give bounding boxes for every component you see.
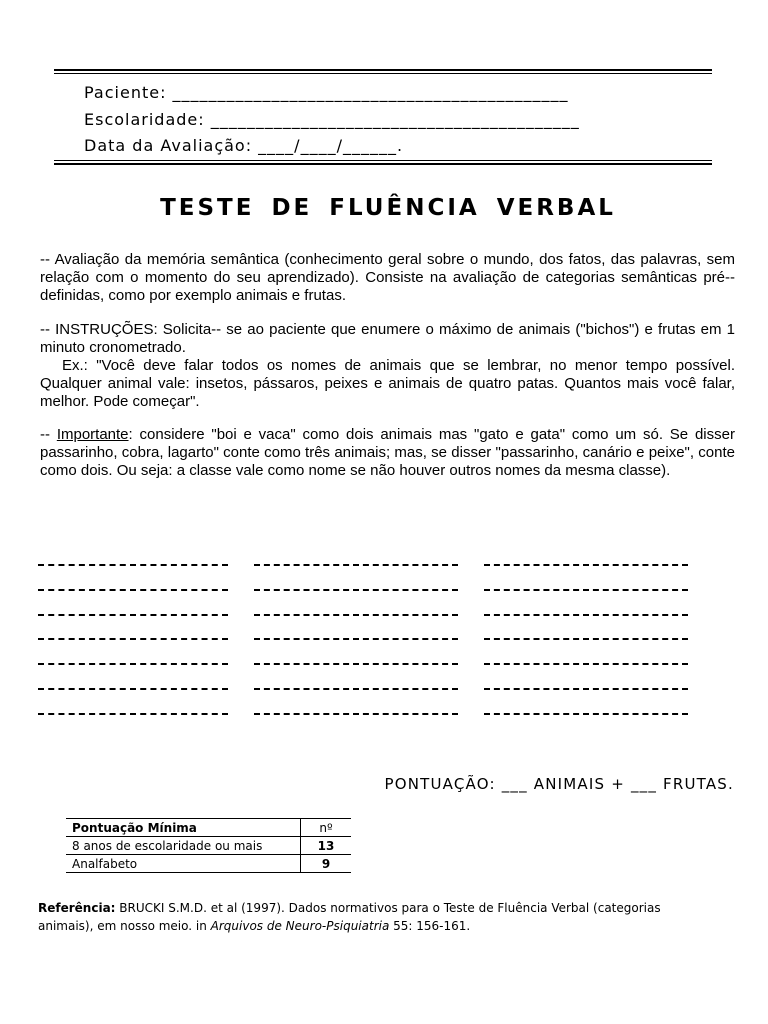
answer-blank[interactable] bbox=[484, 564, 688, 566]
table-row bbox=[66, 837, 351, 855]
answer-blank[interactable] bbox=[254, 688, 458, 690]
instructions-text: -- INSTRUÇÕES: Solicita-- se ao paciente que enumere o máximo de animais ("bichos") e frutas em 1 minuto cronometrado. bbox=[40, 321, 735, 356]
norms-table bbox=[66, 818, 351, 873]
answer-blank[interactable] bbox=[38, 638, 228, 640]
answer-blank[interactable] bbox=[38, 713, 228, 715]
important-body: : considere "boi e vaca" como dois animais mas "gato e gata" como um só. Se disser passarinho, cobra, lagarto" conte como três animais; mas, se disser "passarinho, canário e peixe", conte como dois. Ou seja: a classe vale como nome se não houver outros nomes da mesma classe). bbox=[40, 426, 735, 479]
answer-blank[interactable] bbox=[38, 663, 228, 665]
important-label: Importante bbox=[56, 426, 129, 443]
important-text bbox=[40, 426, 735, 480]
norms-header-label: Pontuação Mínima bbox=[66, 819, 301, 837]
answer-blank[interactable] bbox=[484, 589, 688, 591]
education-field[interactable]: Escolaridade: _________________________________________ bbox=[84, 110, 580, 129]
page-title: TESTE DE FLUÊNCIA VERBAL bbox=[160, 195, 616, 221]
instructions-paragraph bbox=[40, 321, 735, 411]
reference-label: Referência: bbox=[38, 901, 116, 915]
answer-blank[interactable] bbox=[254, 564, 458, 566]
answer-blank[interactable] bbox=[484, 713, 688, 715]
answer-blank[interactable] bbox=[484, 688, 688, 690]
answer-blank[interactable] bbox=[254, 638, 458, 640]
patient-field[interactable]: Paciente: ____________________________________________ bbox=[84, 83, 569, 102]
evaluation-date-field[interactable]: Data da Avaliação: ____/____/______. bbox=[84, 136, 404, 155]
norms-row-label: 8 anos de escolaridade ou mais bbox=[66, 837, 301, 855]
norms-row-value: 9 bbox=[301, 855, 352, 873]
norms-header-number: nº bbox=[301, 819, 352, 837]
answer-blank[interactable] bbox=[254, 663, 458, 665]
important-paragraph bbox=[40, 426, 735, 480]
header-bottom-rule bbox=[54, 160, 712, 161]
answer-blank[interactable] bbox=[484, 638, 688, 640]
header-top-rule-2 bbox=[54, 73, 712, 74]
reference bbox=[38, 899, 698, 935]
norms-row-label: Analfabeto bbox=[66, 855, 301, 873]
answer-blank[interactable] bbox=[254, 713, 458, 715]
norms-row-value: 13 bbox=[301, 837, 352, 855]
intro-text: -- Avaliação da memória semântica (conhecimento geral sobre o mundo, dos fatos, das palavras, sem relação com o momento do seu aprendizado). Consiste na avaliação de categorias semânticas pré-- definidas, como por exemplo animais e frutas. bbox=[40, 251, 735, 304]
reference-journal: Arquivos de Neuro-Psiquiatria bbox=[210, 919, 390, 933]
header-bottom-rule-2 bbox=[54, 163, 712, 165]
answer-blank[interactable] bbox=[38, 614, 228, 616]
intro-paragraph bbox=[40, 251, 735, 305]
answer-blank[interactable] bbox=[38, 688, 228, 690]
answer-blank[interactable] bbox=[484, 663, 688, 665]
score-line[interactable]: PONTUAÇÃO: ___ ANIMAIS + ___ FRUTAS. bbox=[384, 775, 734, 793]
answer-blank[interactable] bbox=[38, 589, 228, 591]
answer-blank[interactable] bbox=[254, 614, 458, 616]
table-row bbox=[66, 855, 351, 873]
example-text: Ex.: "Você deve falar todos os nomes de animais que se lembrar, no menor tempo possível. Qualquer animal vale: insetos, pássaros, peixes e animais de quatro patas. Quantos mais você falar, melhor. Pode começar". bbox=[40, 357, 735, 410]
important-prefix: -- bbox=[40, 426, 57, 443]
reference-pages: 55: 156-161. bbox=[389, 919, 471, 933]
answer-blank[interactable] bbox=[484, 614, 688, 616]
answer-blank[interactable] bbox=[254, 589, 458, 591]
norms-header-row bbox=[66, 819, 351, 837]
reference-text: BRUCKI S.M.D. et al (1997). Dados normativos para o Teste de Fluência Verbal (categorias animais), em nosso meio. in bbox=[38, 901, 661, 933]
answer-blank[interactable] bbox=[38, 564, 228, 566]
header-top-rule bbox=[54, 69, 712, 71]
